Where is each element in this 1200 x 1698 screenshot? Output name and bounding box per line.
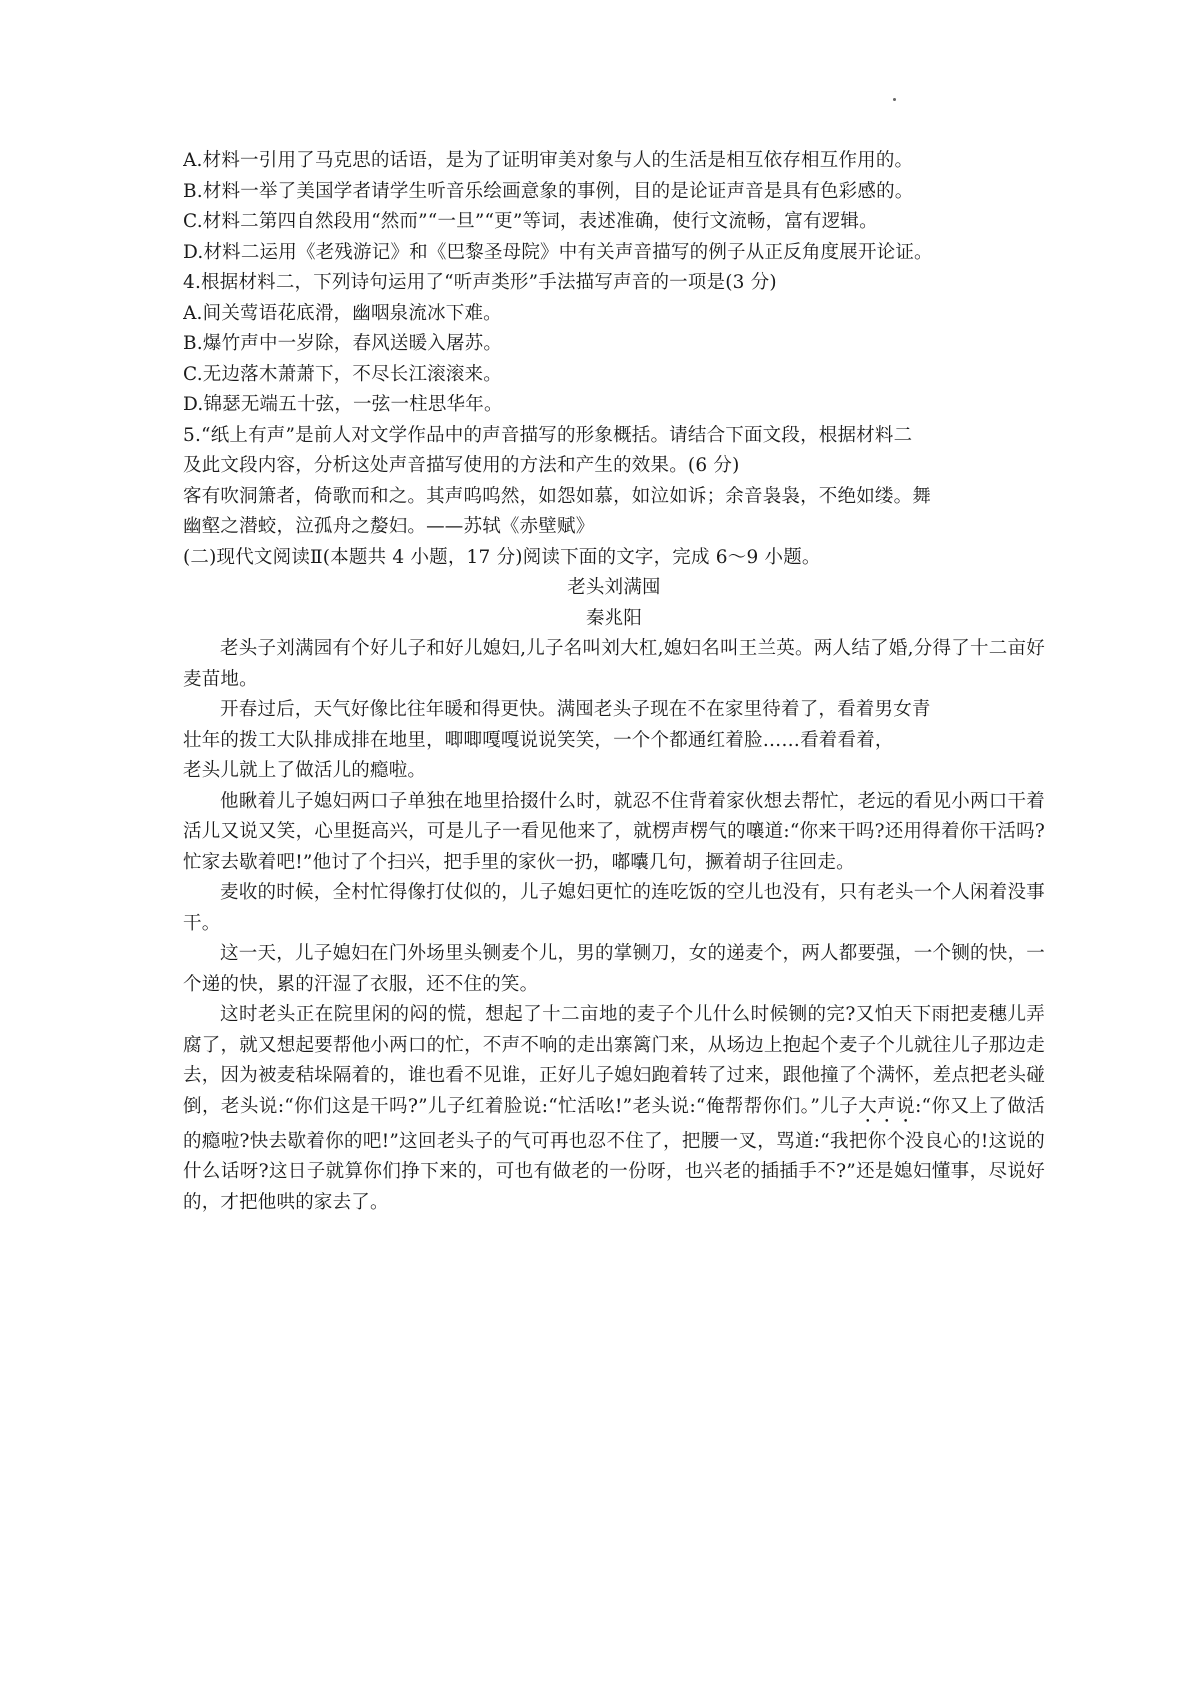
q4-option-b: B.爆竹声中一岁除，春风送暖入屠苏。 — [183, 333, 503, 354]
question-4 — [183, 268, 1045, 421]
story-paragraph-4: 麦收的时候，全村忙得像打仗似的，儿子媳妇更忙的连吃饭的空儿也没有，只有老头一个人闲着没事干。 — [183, 882, 1045, 934]
q3-option-d: D.材料二运用《老残游记》和《巴黎圣母院》中有关声音描写的例子从正反角度展开论证。 — [183, 241, 933, 263]
section-2-heading: (二)现代文阅读Ⅱ(本题共 4 小题，17 分)阅读下面的文字，完成 6～9 小题。 — [183, 546, 821, 568]
question-5 — [183, 421, 1045, 543]
story-paragraph-2-line-2: 壮年的拨工大队排成排在地里，唧唧嘎嘎说说笑笑，一个个都通红着脸……看着看着， — [183, 729, 894, 751]
q5-passage-line-2: 幽壑之潜蛟，泣孤舟之嫠妇。——苏轼《赤壁赋》 — [183, 516, 595, 537]
q5-stem-line-1: 5.“纸上有声”是前人对文学作品中的声音描写的形象概括。请结合下面文段，根据材料二 — [183, 424, 913, 446]
scan-speck — [893, 98, 896, 101]
story-paragraph-6 — [183, 1000, 1045, 1218]
q4-option-a: A.间关莺语花底滑，幽咽泉流冰下难。 — [183, 302, 502, 324]
story-paragraph-5: 这一天，儿子媳妇在门外场里头铡麦个儿，男的掌铡刀，女的递麦个，两人都要强，一个铡的快，一个递的快，累的汗湿了衣服，还不住的笑。 — [183, 943, 1045, 995]
q5-stem-line-2: 及此文段内容，分析这处声音描写使用的方法和产生的效果。(6 分) — [183, 455, 740, 476]
q5-passage-line-1: 客有吹洞箫者，倚歌而和之。其声呜呜然，如怨如慕，如泣如诉；余音袅袅，不绝如缕。舞 — [183, 485, 932, 507]
q4-option-d: D.锦瑟无端五十弦，一弦一柱思华年。 — [183, 394, 503, 415]
q4-stem: 4.根据材料二，下列诗句运用了“听声类形”手法描写声音的一项是(3 分) — [183, 272, 777, 293]
story-paragraph-3: 他瞅着儿子媳妇两口子单独在地里拾掇什么时，就忍不住背着家伙想去帮忙，老远的看见小两口干着活儿又说又笑，心里挺高兴，可是儿子一看见他来了，就楞声楞气的嚷道:“你来干吗?还用得着你干活吗?忙家去歇着吧!”他讨了个扫兴，把手里的家伙一扔，嘟囔几句，撅着胡子往回走。 — [183, 790, 1045, 873]
q3-option-c: C.材料二第四自然段用“然而”“一旦”“更”等词，表述准确，使行文流畅，富有逻辑。 — [183, 211, 878, 232]
story-body — [183, 634, 1045, 1218]
story-paragraph-6-part-2: :“你又上了做活的瘾啦?快去歇着你的吧!”这回老头子的气可再也忍不住了，把腰一叉，骂道:“我把你个没良心的!这说的什么话呀?这日子就算你们挣下来的，可也有做老的一份呀，也兴老的插插手不?”还是媳妇懂事，尽说好的，才把他哄的家去了。 — [183, 1095, 1046, 1213]
story-author: 秦兆阳 — [585, 607, 643, 629]
q4-option-c: C.无边落木萧萧下，不尽长江滚滚来。 — [183, 363, 502, 385]
story-paragraph-6-part-1: 这时老头正在院里闲的闷的慌，想起了十二亩地的麦子个儿什么时候铡的完?又怕天下雨把麦穗儿弄腐了，就又想起要帮他小两口的忙，不声不响的走出寨篱门来，从场边上抱起个麦子个儿就往儿子那边走去，因为被麦秸垛隔着的，谁也看不见谁，正好儿子媳妇跑着转了过来，跟他撞了个满怀，差点把老头碰倒，老头说:“你们这是干吗?”儿子红着脸说:“忙活吆!”老头说:“俺帮帮你们。”儿子 — [183, 1004, 1045, 1117]
emphasized-phrase: 大声说 — [858, 1095, 916, 1117]
question-3-options — [183, 146, 1045, 268]
story-title: 老头刘满囤 — [567, 577, 661, 598]
story-paragraph-2-line-1: 开春过后，天气好像比往年暖和得更快。满囤老头子现在不在家里待着了，看着男女青 — [220, 699, 931, 720]
q3-option-a: A.材料一引用了马克思的话语，是为了证明审美对象与人的生活是相互依存相互作用的。 — [183, 150, 914, 171]
page-content — [183, 146, 1045, 1218]
story-paragraph-2 — [183, 695, 1045, 787]
story-paragraph-2-line-3: 老头儿就上了做活儿的瘾啦。 — [183, 760, 427, 781]
q3-option-b: B.材料一举了美国学者请学生听音乐绘画意象的事例，目的是论证声音是具有色彩感的。 — [183, 180, 914, 202]
story-paragraph-1: 老头子刘满园有个好儿子和好儿媳妇,儿子名叫刘大杠,媳妇名叫王兰英。两人结了婚,分得了十二亩好麦苗地。 — [183, 638, 1045, 690]
